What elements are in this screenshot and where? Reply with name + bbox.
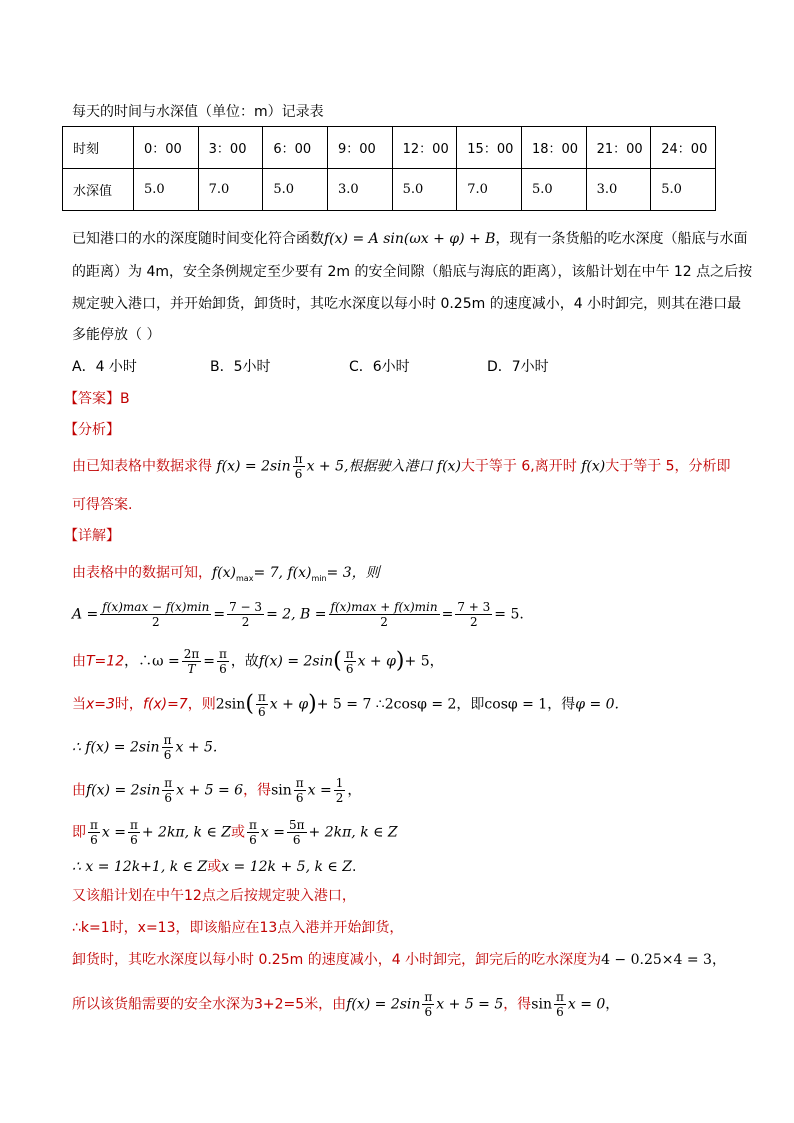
- time-cell: 6：00: [263, 127, 328, 169]
- answer-line: [64, 389, 130, 409]
- depth-cell: 3.0: [586, 169, 651, 211]
- analysis-line: 由已知表格中数据求得 f(x) = 2sin $\frac{\pi}{6}$ x + 5,根据驶入港口 f(x)大于等于 6,离开时 f(x)大于等于 5，分析即: [72, 452, 731, 481]
- detail-line-6: 由f(x) = 2sin $\frac{\pi}{6}$ x + 5 = 6，得sin $\frac{\pi}{6}$ x = $\frac{1}{2}$ ，: [72, 776, 362, 805]
- question-line: 已知港口的水的深度随时间变化符合函数f(x) = A sin(ωx + φ) + B，现有一条货船的吃水深度（船底与水面: [72, 231, 748, 247]
- depth-cell: 5.0: [651, 169, 716, 211]
- analysis-label: 【分析】: [64, 422, 120, 438]
- time-cell: 15：00: [457, 127, 522, 169]
- row-label-time: 时刻: [63, 127, 134, 169]
- depth-cell: 5.0: [392, 169, 457, 211]
- depth-cell: 7.0: [198, 169, 263, 211]
- table-row: [63, 169, 716, 211]
- time-cell: 24：00: [651, 127, 716, 169]
- time-cell: 18：00: [521, 127, 586, 169]
- time-cell: 0：00: [134, 127, 199, 169]
- option-c: C．6小时: [349, 359, 410, 375]
- table-row: [63, 127, 716, 169]
- detail-line-4: 当x=3时，f(x)=7，则2sin( $\frac{\pi}{6}$ x + φ)+ 5 = 7 ∴2cosφ = 2，即cosφ = 1，得φ = 0.: [72, 690, 620, 719]
- depth-record-table: [62, 126, 716, 211]
- detail-line-9: 又该船计划在中午12点之后按规定驶入港口，: [72, 888, 356, 904]
- depth-cell: 3.0: [327, 169, 392, 211]
- detail-line-3: 由T=12，∴ω = $\frac{2\pi}{T}$ = $\frac{\pi}{6}$ ，故f(x) = 2sin( $\frac{\pi}{6}$ x + φ)+ 5，: [72, 647, 444, 676]
- time-cell: 12：00: [392, 127, 457, 169]
- detail-label: 【详解】: [64, 528, 120, 544]
- detail-line-11: 卸货时，其吃水深度以每小时 0.25m 的速度减小，4 小时卸完，卸完后的吃水深度为4 − 0.25×4 = 3，: [72, 952, 726, 968]
- time-cell: 3：00: [198, 127, 263, 169]
- answer-value: B: [120, 391, 130, 407]
- option-a: A．4 小时: [72, 359, 137, 375]
- time-cell: 9：00: [327, 127, 392, 169]
- detail-line-2: A = $\frac{f(x)\max - f(x)\min}{2}$ = $\frac{7 - 3}{2}$ = 2, B = $\frac{f(x)\max + f(x)\min}{2}$ = $\frac{7 + 3}{2}$ = 5.: [72, 600, 524, 629]
- depth-cell: 5.0: [521, 169, 586, 211]
- detail-line-8: ∴ x = 12k+1, k ∈ Z或x = 12k + 5, k ∈ Z.: [72, 859, 357, 875]
- question-line: 的距离）为 4m，安全条例规定至少要有 2m 的安全间隙（船底与海底的距离），该船计划在中午 12 点之后按: [72, 264, 753, 280]
- depth-cell: 7.0: [457, 169, 522, 211]
- answer-label: 【答案】: [64, 391, 120, 407]
- table-caption: 每天的时间与水深值（单位：m）记录表: [72, 104, 324, 120]
- option-b: B．5小时: [210, 359, 271, 375]
- detail-line-5: ∴ f(x) = 2sin $\frac{\pi}{6}$ x + 5.: [72, 733, 218, 762]
- option-d: D．7小时: [487, 359, 549, 375]
- detail-line-7: 即 $\frac{\pi}{6}$ x = $\frac{\pi}{6}$ + 2kπ, k ∈ Z或 $\frac{\pi}{6}$ x = $\frac{5\pi}{6}$ + 2kπ, k ∈ Z: [72, 818, 398, 847]
- depth-cell: 5.0: [134, 169, 199, 211]
- detail-line-1: 由表格中的数据可知，$f(x)_{max}= 7$, $f(x)_{min}= 3$，则: [72, 565, 380, 583]
- detail-line-10: ∴k=1时，x=13，即该船应在13点入港并开始卸货，: [72, 920, 404, 936]
- analysis-line: 可得答案.: [72, 497, 133, 513]
- depth-cell: 5.0: [263, 169, 328, 211]
- question-line: 规定驶入港口，并开始卸货，卸货时，其吃水深度以每小时 0.25m 的速度减小，4 小时卸完，则其在港口最: [72, 296, 742, 312]
- question-line: 多能停放（ ）: [72, 327, 161, 343]
- time-cell: 21：00: [586, 127, 651, 169]
- detail-line-12: 所以该货船需要的安全水深为3+2=5米，由f(x) = 2sin $\frac{\pi}{6}$ x + 5 = 5，得sin $\frac{\pi}{6}$ x = 0，: [72, 990, 620, 1019]
- row-label-depth: 水深值: [63, 169, 134, 211]
